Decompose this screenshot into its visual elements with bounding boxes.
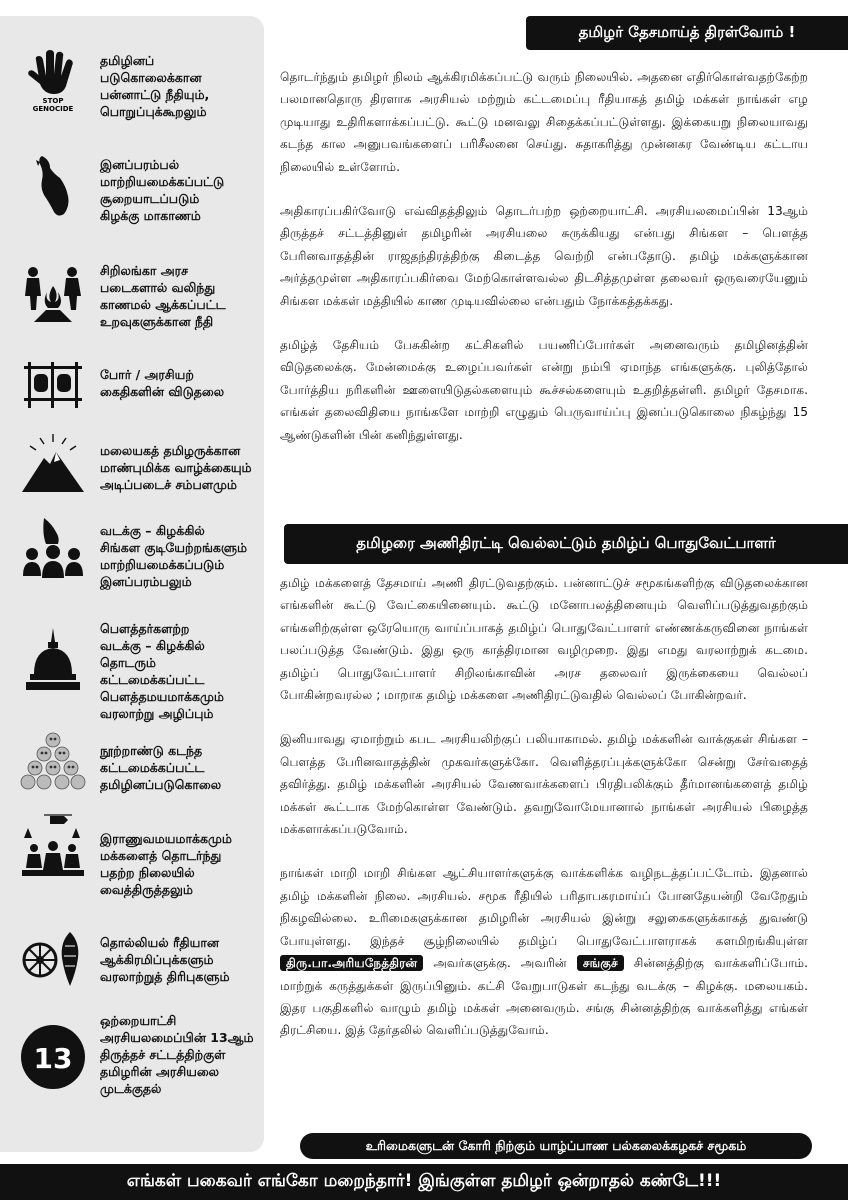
section2-paragraph: தமிழ் மக்களைத் தேசமாய் அணி திரட்டுவதற்கும். பன்னாட்டுச் சமூகங்களிற்கு விடுதலைக்கான எங்களின் கூட்டு வேட்கையினையும். கூட்டு மனோபலத்தினையும் வெளிப்படுத்துவதற்கும் எங்களிற்குள்ள ஒரேயொரு வாய்ப்பாகத் தமிழ்ப் பொதுவேட்பாளர் எண்ணக்கருவினை நாங்கள் பலப்படுத்த வேண்டும். இது ஒரு காத்திரமான வழிமுறை. இது எமது வரலாற்றுக் கடமை. தமிழ்ப் பொதுவேட்பாளர் சிறிலங்காவின் அரச தலைவர் இருக்கையை வெல்லப் போகின்றவரல்ல ; மாறாக தமிழ் மக்களை அணிதிரட்டுவதில் வெல்லப் போகின்றவர். (280, 576, 808, 703)
stop-genocide-hand-icon (20, 46, 86, 112)
sidebar-item-label: இராணுவமயமாக்கமும் மக்களைத் தொடர்ந்து பதற்ற நிலையில் வைத்திருத்தலும் (100, 831, 232, 897)
sidebar-item-label: வடக்கு – கிழக்கில் சிங்கள குடியேற்றங்களும் மாற்றியமைக்கப்படும் இனப்பரம்பலும் (100, 523, 248, 589)
section2-body (280, 572, 808, 1064)
skulls-icon (20, 728, 86, 794)
section1-body (280, 66, 808, 468)
section1-paragraph: அதிகாரப்பகிர்வோடு எவ்விதத்திலும் தொடர்பற்ற ஒற்றையாட்சி. அரசியலமைப்பின் 13ஆம் திருத்தச் சட்டத்தினுள் தமிழரின் அரசியலை சுருக்கியது என்பது சிங்கள – பௌத்த பேரினவாதத்தின் ராஜதந்திரத்திற்கு கிடைத்த வெற்றி என்பதோடு. தமிழ் மக்களுக்கான அர்த்தமுள்ள அதிகாரப்பகிர்வை மேற்கொள்ளவல்ல திடசித்தமுள்ள தலைவர் ஒருவரையேனும் சிங்கள மக்கள் மத்தியில் காண முடியவில்லை என்பதும் நோக்கத்தக்கது. (280, 204, 808, 308)
island-map-icon (20, 154, 86, 220)
sidebar-item-label: மலையகத் தமிழருக்கான மாண்புமிக்க வாழ்க்கையும் அடிப்படைச் சம்பளமும் (100, 443, 252, 492)
thirteen-icon (20, 1024, 86, 1090)
section1-paragraph: தொடர்ந்தும் தமிழர் நிலம் ஆக்கிரமிக்கப்பட்டு வரும் நிலையில். அதனை எதிர்கொள்வதற்கேற்ற பலமானதொரு திரளாக அரசியல் மற்றும் கட்டமைப்பு ரீதியாகத் தமிழ் மக்கள் நாங்கள் எழ முடியாது உதிரிகளாக்கப்பட்டு. கூட்டு மனவலு சிதைக்கப்பட்டுள்ளது. இக்கையறு நிலையாவது கடந்த கால அனுபவங்களைப் பரிசீலனை செய்து. சுதாகரித்து முன்னகர வேண்டிய கட்டாய நிலையில் உள்ளோம். (280, 70, 808, 174)
genocide-logo-text: GENOCIDE (32, 105, 74, 112)
sidebar-item-label: நூற்றாண்டு கடந்த கட்டமைக்கப்பட்ட தமிழினப்படுகொலை (100, 743, 222, 792)
sidebar-item-label: போர் / அரசியற் கைதிகளின் விடுதலை (100, 367, 225, 399)
footer-slogan: எங்கள் பகைவர் எங்கோ மறைந்தார்! இங்குள்ள தமிழர் ஒன்றாதல் கண்டே!!! (0, 1164, 848, 1200)
section2-paragraph: இனியாவது ஏமாற்றும் கபட அரசியலிற்குப் பலியாகாமல். தமிழ் மக்களின் வாக்குகள் சிங்கள – பௌத்த பேரினவாதத்தின் முகவர்களுக்கோ. வெளித்தரப்புக்களுக்கோ சென்று சேர்வதைத் தவிர்த்து. தமிழ் மக்களின் அரசியல் வேணவாக்களைப் பிரதிபலிக்கும் தீர்மானங்களைத் தமிழ் மக்கள் கூட்டாக மேற்கொள்ள வேண்டும். தவறுவோமேயானால் நாங்கள் அரசியல் பிழைத்த மக்களாக்கப்படுவோம். (280, 732, 808, 837)
final-paragraph-part1: நாங்கள் மாறி மாறி சிங்கள ஆட்சியாளர்களுக்கு வாக்களிக்க வழிநடத்தப்பட்டோம். இதனால் தமிழ் மக்களின் நிலை. அரசியல். சமூக ரீதியில் பரிதாபகரமாய்ப் போனதேயன்றி வேறேதும் நிகழவில்லை. உரிமைகளுக்கான தமிழரின் அரசியல் இன்று சலுகைகளுக்காகத் துவண்டு போயுள்ளது. இந்தச் சூழ்நிலையில் தமிழ்ப் பொதுவேட்பாளராகக் களமிறங்கியுள்ள (280, 866, 808, 948)
sidebar-item-label: ஒற்றையாட்சி அரசியலமைப்பின் 13ஆம் திருத்தச் சட்டத்திற்குள் தமிழரின் அரசியலை முடக்குதல் (100, 1013, 254, 1096)
section2-title-banner: தமிழரை அணிதிரட்டி வெல்லட்டும் தமிழ்ப் பொதுவேட்பாளர் (284, 524, 848, 564)
prisoner-hands-icon (20, 352, 86, 418)
section1-paragraph: தமிழ்த் தேசியம் பேசுகின்ற கட்சிகளில் பயணிப்போர்கள் அனைவரும் தமிழினத்தின் விடுதலைக்கு. மேன்மைக்கு உழைப்பவர்கள் என்று நம்பி ஏமாந்த எங்களுக்கு. புலித்தோல் போர்த்திய நரிகளின் ஊளையிடுதல்களையும் கூச்சல்களையும் உதறித்தள்ளி. தமிழர் தேசமாக. எங்கள் தலைவிதியை நாங்களே மாற்றி எழுதும் பெருவாய்ப்பு இனப்படுகொலை நிகழ்ந்து 15 ஆண்டுகளின் பின் கனிந்துள்ளது. (280, 338, 808, 442)
stop-logo-text: STOP (42, 97, 64, 105)
sidebar-item-label: பௌத்தர்களற்ற வடக்கு – கிழக்கில் தொடரும் கட்டமைக்கப்பட்ட பௌத்தமயமாக்கமும் வரலாற்று அழிப்பும் (100, 621, 224, 721)
sidebar-item-label: தமிழினப் படுகொலைக்கான பன்னாட்டு நீதியும், பொறுப்புக்கூறலும் (100, 53, 210, 119)
heritage-icon (20, 926, 86, 992)
footer-organization: உரிமைகளுடன் கோரி நிற்கும் யாழ்ப்பாண பல்கலைக்கழகச் சமூகம் (300, 1133, 812, 1159)
sidebar-item-label: தொல்லியல் ரீதியான ஆக்கிரமிப்புக்களும் வரலாற்றுத் திரிபுகளும் (100, 935, 230, 984)
section1-title-banner: தமிழர் தேசமாய்த் திரள்வோம் ! (526, 16, 848, 50)
sidebar-item-label: சிறிலங்கா அரச படைகளால் வலிந்து காணமல் ஆக்கப்பட்ட உறவுகளுக்கான நீதி (100, 263, 226, 329)
stupa-icon (20, 628, 86, 694)
final-paragraph-part2: அவர்களுக்கு. அவரின் (433, 956, 567, 971)
candidate-name-highlight: திரு.பா.அரியநேத்திரன் (280, 955, 423, 971)
soldiers-fire-icon (20, 262, 86, 328)
conch-symbol-highlight: சங்குச் (577, 955, 624, 971)
sidebar (0, 16, 264, 1152)
mountain-icon (20, 432, 86, 498)
sidebar-item-label: இனப்பரம்பல் மாற்றியமைக்கப்பட்டு சூறையாடப்படும் கிழக்கு மாகாணம் (100, 157, 225, 223)
map-people-icon (20, 516, 86, 582)
military-icon (20, 812, 86, 878)
final-paragraph-part3: சின்னத்திற்கு வாக்களிப்போம். மாற்றுக் கருத்துக்கள் இருப்பினும். கட்சி வேறுபாடுகள் கடந்து வடக்கு – கிழக்கு. மலையகம். இதர பகுதிகளில் வாழும் தமிழ் மக்கள் அனைவரும். சங்கு சின்னத்திற்கு வாக்களித்து எங்கள் திரட்சியை. இத் தேர்தலில் வெளிப்படுத்துவோம். (280, 956, 809, 1038)
section2-paragraph-final (280, 862, 808, 1041)
thirteen-badge-text: 13 (33, 1042, 73, 1075)
